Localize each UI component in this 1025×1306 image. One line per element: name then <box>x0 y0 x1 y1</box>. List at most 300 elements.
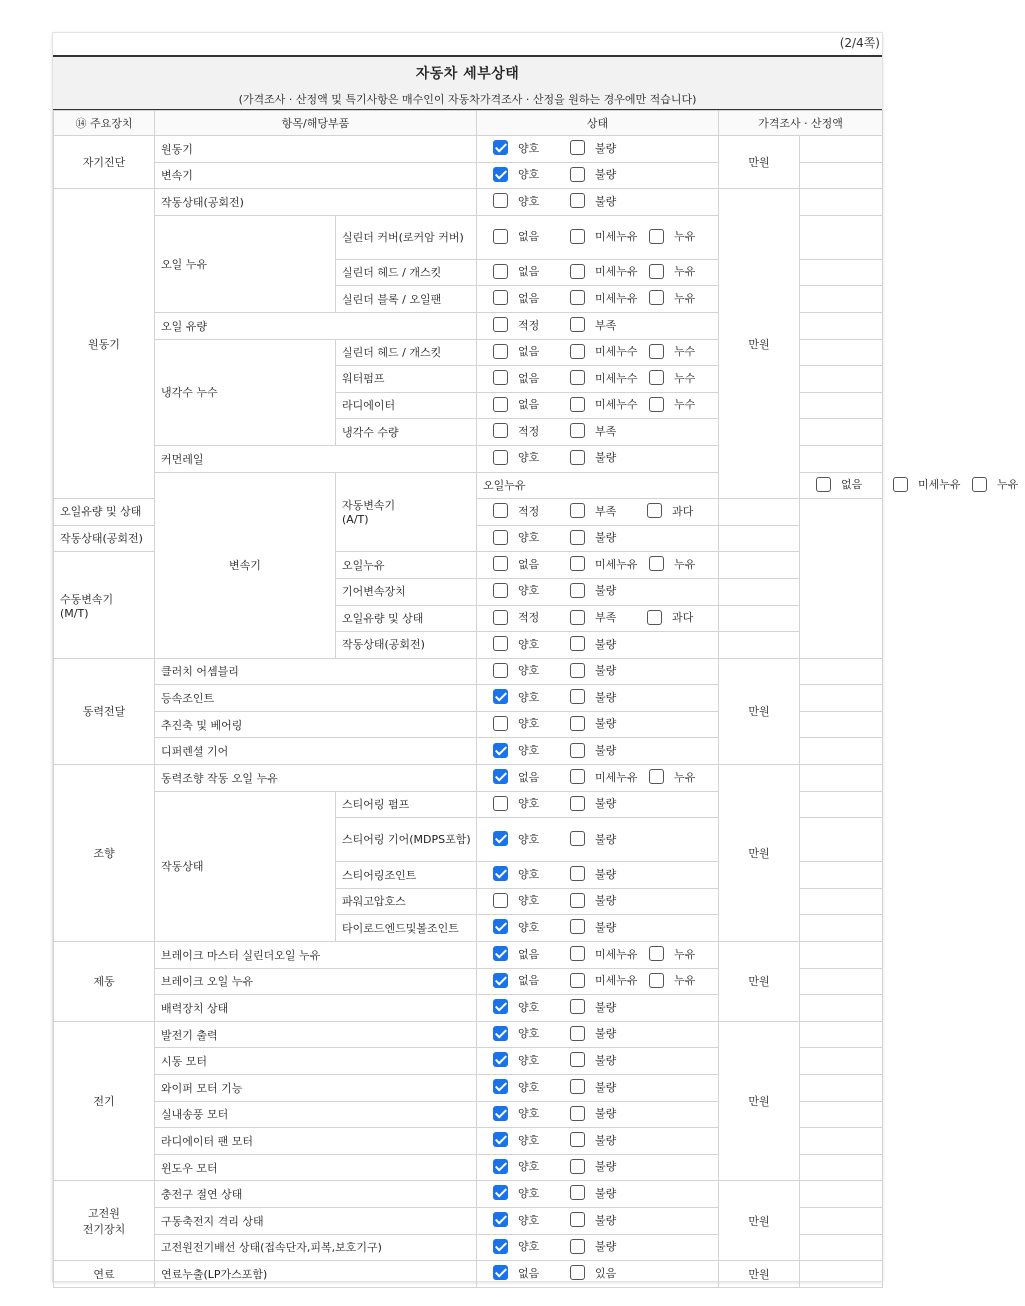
price-input-cell[interactable] <box>800 765 883 792</box>
checkbox[interactable] <box>570 716 585 731</box>
price-input-cell[interactable] <box>800 339 883 366</box>
status-cell <box>477 995 719 1022</box>
checkbox[interactable] <box>570 397 585 412</box>
price-input-cell[interactable] <box>800 942 883 969</box>
price-input-cell[interactable] <box>800 286 883 313</box>
status-option[interactable] <box>570 370 637 386</box>
price-input-cell[interactable] <box>719 525 800 552</box>
checkbox[interactable] <box>493 344 508 359</box>
status-option[interactable] <box>493 831 546 847</box>
checkbox[interactable] <box>493 317 508 332</box>
status-option[interactable] <box>493 396 546 412</box>
sub-item-cell: 작동상태(공회전) <box>336 632 477 659</box>
checkbox[interactable] <box>570 503 585 518</box>
status-option[interactable] <box>649 228 702 244</box>
status-option[interactable] <box>493 892 546 908</box>
status-option[interactable] <box>570 1132 623 1148</box>
status-option[interactable] <box>493 662 546 678</box>
checkbox[interactable] <box>570 344 585 359</box>
price-input-cell[interactable] <box>800 215 883 259</box>
status-option[interactable] <box>570 396 637 412</box>
price-input-cell[interactable] <box>800 1261 883 1288</box>
checkbox[interactable] <box>493 663 508 678</box>
price-input-cell[interactable] <box>800 711 883 738</box>
price-input-cell[interactable] <box>800 995 883 1022</box>
checkbox[interactable] <box>493 973 508 988</box>
status-option[interactable] <box>493 140 546 156</box>
status-option[interactable] <box>493 503 546 519</box>
checkbox[interactable] <box>570 893 585 908</box>
status-option[interactable] <box>493 1212 546 1228</box>
item-cell: 클러치 어셈블리 <box>155 658 477 685</box>
checkbox[interactable] <box>570 1052 585 1067</box>
checkbox[interactable] <box>649 264 664 279</box>
checkbox[interactable] <box>493 893 508 908</box>
checkbox[interactable] <box>570 140 585 155</box>
sub-item-cell: 스티어링 펌프 <box>336 791 477 818</box>
checkbox[interactable] <box>570 1212 585 1227</box>
checkbox[interactable] <box>493 193 508 208</box>
checkbox[interactable] <box>493 556 508 571</box>
checkbox[interactable] <box>570 264 585 279</box>
status-option[interactable] <box>570 263 637 279</box>
status-option[interactable] <box>493 1238 546 1254</box>
checkbox[interactable] <box>570 1265 585 1280</box>
checkbox[interactable] <box>570 423 585 438</box>
status-option[interactable] <box>493 742 546 758</box>
item-cell: 수동변속기 (M/T) <box>54 552 155 658</box>
checkbox[interactable] <box>493 229 508 244</box>
checkbox[interactable] <box>493 946 508 961</box>
checkbox[interactable] <box>649 973 664 988</box>
item-cell: 커먼레일 <box>155 445 477 472</box>
price-input-cell[interactable] <box>800 1128 883 1155</box>
status-cell <box>477 286 719 313</box>
checkbox[interactable] <box>649 229 664 244</box>
price-input-cell[interactable] <box>719 632 800 659</box>
checkbox[interactable] <box>493 1159 508 1174</box>
checkbox[interactable] <box>570 530 585 545</box>
status-option-label: 누유 <box>674 230 696 244</box>
status-option[interactable] <box>570 193 623 209</box>
status-option[interactable] <box>493 166 546 182</box>
checkbox[interactable] <box>493 450 508 465</box>
status-option[interactable] <box>493 1025 546 1041</box>
status-option[interactable] <box>570 1079 623 1095</box>
price-unit-cell: 만원 <box>719 1181 800 1261</box>
status-option-label: 누유 <box>674 974 696 988</box>
status-cell <box>477 632 719 659</box>
status-option[interactable] <box>570 972 637 988</box>
status-option[interactable] <box>493 370 546 386</box>
price-input-cell[interactable] <box>800 888 883 915</box>
status-cell <box>477 1261 719 1288</box>
status-option-label: 미세누유 <box>595 230 638 244</box>
status-option[interactable] <box>570 556 637 572</box>
checkbox[interactable] <box>493 689 508 704</box>
checkbox[interactable] <box>647 503 662 518</box>
price-input-cell[interactable] <box>719 578 800 605</box>
price-input-cell[interactable] <box>800 791 883 818</box>
price-input-cell[interactable] <box>800 685 883 712</box>
status-option[interactable] <box>493 529 546 545</box>
status-option[interactable] <box>570 529 623 545</box>
checkbox[interactable] <box>493 423 508 438</box>
status-cell <box>477 1128 719 1155</box>
price-input-cell[interactable] <box>800 445 883 472</box>
checkbox[interactable] <box>649 556 664 571</box>
status-option[interactable] <box>493 582 546 598</box>
status-option[interactable] <box>570 1212 623 1228</box>
status-option[interactable] <box>816 476 869 492</box>
checkbox[interactable] <box>570 290 585 305</box>
price-input-cell[interactable] <box>800 968 883 995</box>
checkbox[interactable] <box>649 397 664 412</box>
status-option-label: 없음 <box>518 265 540 279</box>
status-option[interactable] <box>570 1158 623 1174</box>
status-option[interactable] <box>570 1265 623 1281</box>
price-input-cell[interactable] <box>800 1101 883 1128</box>
status-option[interactable] <box>570 140 623 156</box>
status-option[interactable] <box>570 831 623 847</box>
status-option[interactable] <box>493 317 546 333</box>
status-option-label: 양호 <box>518 1160 540 1174</box>
status-option[interactable] <box>570 919 623 935</box>
price-input-cell[interactable] <box>800 658 883 685</box>
status-option-label: 없음 <box>518 398 540 412</box>
checkbox[interactable] <box>570 919 585 934</box>
price-input-cell[interactable] <box>800 1234 883 1261</box>
checkbox[interactable] <box>570 193 585 208</box>
status-option[interactable] <box>493 636 546 652</box>
checkbox[interactable] <box>570 1132 585 1147</box>
checkbox[interactable] <box>647 610 662 625</box>
checkbox[interactable] <box>570 769 585 784</box>
status-option-label: 과다 <box>672 504 694 518</box>
checkbox[interactable] <box>493 1265 508 1280</box>
status-option[interactable] <box>493 1105 546 1121</box>
status-option-label: 미세누수 <box>595 345 638 359</box>
checkbox[interactable] <box>493 743 508 758</box>
sub-item-cell: 실린더 블록 / 오일팬 <box>336 286 477 313</box>
status-option[interactable] <box>493 290 546 306</box>
status-option[interactable] <box>570 1185 623 1201</box>
status-option[interactable] <box>570 795 623 811</box>
checkbox[interactable] <box>570 317 585 332</box>
checkbox[interactable] <box>570 556 585 571</box>
checkbox[interactable] <box>493 1185 508 1200</box>
checkbox[interactable] <box>493 264 508 279</box>
checkbox[interactable] <box>570 370 585 385</box>
status-option-label: 양호 <box>518 1027 540 1041</box>
status-option[interactable] <box>893 476 960 492</box>
price-input-cell[interactable] <box>800 419 883 446</box>
status-option-label: 누유 <box>674 557 696 571</box>
checkbox[interactable] <box>972 477 987 492</box>
checkbox[interactable] <box>493 831 508 846</box>
status-option-label: 미세누유 <box>595 291 638 305</box>
checkbox[interactable] <box>493 140 508 155</box>
checkbox[interactable] <box>570 167 585 182</box>
checkbox[interactable] <box>493 1239 508 1254</box>
status-option[interactable] <box>493 919 546 935</box>
status-option-label: 불량 <box>595 894 617 908</box>
checkbox[interactable] <box>649 946 664 961</box>
status-option[interactable] <box>649 972 702 988</box>
status-option[interactable] <box>493 556 546 572</box>
price-input-cell[interactable] <box>719 499 800 526</box>
status-option[interactable] <box>493 228 546 244</box>
status-option-label: 양호 <box>518 744 540 758</box>
price-input-cell[interactable] <box>800 162 883 189</box>
status-option[interactable] <box>570 166 623 182</box>
checkbox[interactable] <box>493 1106 508 1121</box>
status-option[interactable] <box>570 892 623 908</box>
price-unit-cell: 만원 <box>719 765 800 942</box>
checkbox[interactable] <box>649 290 664 305</box>
checkbox[interactable] <box>570 1239 585 1254</box>
status-option[interactable] <box>570 1105 623 1121</box>
checkbox[interactable] <box>493 583 508 598</box>
status-option[interactable] <box>493 193 546 209</box>
checkbox[interactable] <box>570 796 585 811</box>
status-option[interactable] <box>649 396 702 412</box>
sub-item-cell: 오일유량 및 상태 <box>336 605 477 632</box>
category-cell: 변속기 <box>155 472 336 658</box>
price-input-cell[interactable] <box>800 392 883 419</box>
status-cell <box>477 1101 719 1128</box>
status-option-label: 누수 <box>674 398 696 412</box>
status-option[interactable] <box>647 503 700 519</box>
status-cell <box>477 915 719 942</box>
checkbox[interactable] <box>570 1026 585 1041</box>
checkbox[interactable] <box>493 503 508 518</box>
status-cell <box>477 605 719 632</box>
status-option[interactable] <box>570 609 623 625</box>
status-option-label: 불량 <box>595 168 617 182</box>
price-input-cell[interactable] <box>719 552 800 579</box>
checkbox[interactable] <box>493 290 508 305</box>
checkbox[interactable] <box>493 1026 508 1041</box>
price-input-cell[interactable] <box>800 1075 883 1102</box>
checkbox[interactable] <box>570 946 585 961</box>
checkbox[interactable] <box>493 1052 508 1067</box>
status-option[interactable] <box>570 715 623 731</box>
status-option[interactable] <box>570 742 623 758</box>
status-option[interactable] <box>493 999 546 1015</box>
status-option[interactable] <box>649 263 702 279</box>
checkbox[interactable] <box>570 610 585 625</box>
status-cell <box>800 472 1019 499</box>
status-option[interactable] <box>570 866 623 882</box>
status-option[interactable] <box>493 1052 546 1068</box>
status-option-label: 양호 <box>518 141 540 155</box>
price-input-cell[interactable] <box>800 366 883 393</box>
status-option[interactable] <box>570 582 623 598</box>
price-input-cell[interactable] <box>800 862 883 889</box>
status-option-label: 불량 <box>595 1000 617 1014</box>
checkbox[interactable] <box>649 370 664 385</box>
checkbox[interactable] <box>570 689 585 704</box>
checkbox[interactable] <box>649 344 664 359</box>
price-input-cell[interactable] <box>800 1154 883 1181</box>
status-option-label: 부족 <box>595 318 617 332</box>
price-input-cell[interactable] <box>800 259 883 286</box>
sub-item-cell: 작동상태(공회전) <box>54 525 155 552</box>
status-option[interactable] <box>493 343 546 359</box>
status-option[interactable] <box>493 1132 546 1148</box>
price-input-cell[interactable] <box>800 312 883 339</box>
checkbox[interactable] <box>493 167 508 182</box>
checkbox[interactable] <box>570 663 585 678</box>
checkbox[interactable] <box>570 743 585 758</box>
status-option[interactable] <box>570 503 623 519</box>
status-option-label: 불량 <box>595 1053 617 1067</box>
status-option[interactable] <box>649 769 702 785</box>
checkbox[interactable] <box>570 450 585 465</box>
status-option[interactable] <box>649 290 702 306</box>
item-cell: 등속조인트 <box>155 685 477 712</box>
status-option[interactable] <box>649 556 702 572</box>
price-input-cell[interactable] <box>800 1181 883 1208</box>
price-input-cell[interactable] <box>800 1207 883 1234</box>
status-option-label: 불량 <box>595 797 617 811</box>
category-cell: 제동 <box>54 942 155 1022</box>
status-option-label: 부족 <box>595 504 617 518</box>
checkbox[interactable] <box>570 1185 585 1200</box>
status-option[interactable] <box>570 1238 623 1254</box>
status-option-label: 미세누유 <box>595 770 638 784</box>
status-cell <box>477 968 719 995</box>
status-option-label: 불량 <box>595 637 617 651</box>
status-option[interactable] <box>647 609 700 625</box>
price-input-cell[interactable] <box>800 189 883 216</box>
checkbox[interactable] <box>493 397 508 412</box>
status-option[interactable] <box>649 343 702 359</box>
checkbox[interactable] <box>493 636 508 651</box>
checkbox[interactable] <box>570 999 585 1014</box>
checkbox[interactable] <box>570 636 585 651</box>
status-option-label: 없음 <box>518 770 540 784</box>
checkbox[interactable] <box>570 583 585 598</box>
price-input-cell[interactable] <box>800 915 883 942</box>
status-option-label: 적정 <box>518 504 540 518</box>
checkbox[interactable] <box>493 796 508 811</box>
checkbox[interactable] <box>493 919 508 934</box>
status-option[interactable] <box>570 1052 623 1068</box>
status-option[interactable] <box>570 636 623 652</box>
status-cell <box>477 738 719 765</box>
section-header <box>53 55 882 111</box>
status-option[interactable] <box>493 769 546 785</box>
status-option[interactable] <box>493 609 546 625</box>
checkbox[interactable] <box>570 229 585 244</box>
status-option[interactable] <box>493 449 546 465</box>
price-input-cell[interactable] <box>719 605 800 632</box>
status-option-label: 양호 <box>518 867 540 881</box>
status-option-label: 불량 <box>595 1160 617 1174</box>
checkbox[interactable] <box>893 477 908 492</box>
checkbox[interactable] <box>493 530 508 545</box>
status-option[interactable] <box>570 343 637 359</box>
checkbox[interactable] <box>493 999 508 1014</box>
checkbox[interactable] <box>570 866 585 881</box>
checkbox[interactable] <box>493 610 508 625</box>
checkbox[interactable] <box>570 1106 585 1121</box>
status-option[interactable] <box>493 689 546 705</box>
checkbox[interactable] <box>570 973 585 988</box>
status-option[interactable] <box>570 769 637 785</box>
status-option[interactable] <box>493 1265 546 1281</box>
table-row <box>54 765 883 792</box>
checkbox[interactable] <box>493 716 508 731</box>
price-input-cell[interactable] <box>800 1021 883 1048</box>
status-option[interactable] <box>570 290 637 306</box>
status-option-label: 양호 <box>518 194 540 208</box>
status-option[interactable] <box>972 476 1025 492</box>
status-option-label: 미세누유 <box>595 974 638 988</box>
status-cell <box>477 1181 719 1208</box>
sub-item-cell: 라디에이터 <box>336 392 477 419</box>
checkbox[interactable] <box>493 769 508 784</box>
checkbox[interactable] <box>493 1132 508 1147</box>
item-cell: 배력장치 상태 <box>155 995 477 1022</box>
checkbox[interactable] <box>493 1212 508 1227</box>
checkbox[interactable] <box>570 831 585 846</box>
status-option-label: 양호 <box>518 531 540 545</box>
status-option[interactable] <box>493 1079 546 1095</box>
checkbox[interactable] <box>649 769 664 784</box>
status-option[interactable] <box>649 370 702 386</box>
status-option[interactable] <box>493 866 546 882</box>
checkbox[interactable] <box>493 1079 508 1094</box>
status-option[interactable] <box>570 689 623 705</box>
price-input-cell[interactable] <box>800 818 883 862</box>
status-option[interactable] <box>493 946 546 962</box>
status-cell <box>477 552 719 579</box>
status-option[interactable] <box>493 715 546 731</box>
status-option[interactable] <box>570 449 623 465</box>
status-option[interactable] <box>493 795 546 811</box>
status-option[interactable] <box>570 946 637 962</box>
table-row <box>54 942 883 969</box>
status-option[interactable] <box>570 317 623 333</box>
status-option[interactable] <box>493 1185 546 1201</box>
status-option-label: 미세누수 <box>595 398 638 412</box>
status-option[interactable] <box>570 228 637 244</box>
checkbox[interactable] <box>570 1159 585 1174</box>
checkbox[interactable] <box>493 866 508 881</box>
checkbox[interactable] <box>493 370 508 385</box>
status-option[interactable] <box>649 946 702 962</box>
status-option[interactable] <box>570 662 623 678</box>
price-input-cell[interactable] <box>800 1048 883 1075</box>
status-option[interactable] <box>570 1025 623 1041</box>
checkbox[interactable] <box>816 477 831 492</box>
status-option[interactable] <box>493 423 546 439</box>
price-input-cell[interactable] <box>800 738 883 765</box>
status-option[interactable] <box>570 423 623 439</box>
item-cell: 와이퍼 모터 기능 <box>155 1075 477 1102</box>
price-unit-cell: 만원 <box>719 189 800 499</box>
status-option[interactable] <box>493 972 546 988</box>
status-option[interactable] <box>493 263 546 279</box>
checkbox[interactable] <box>570 1079 585 1094</box>
status-option[interactable] <box>493 1158 546 1174</box>
status-option-label: 양호 <box>518 451 540 465</box>
price-input-cell[interactable] <box>800 136 883 163</box>
status-option[interactable] <box>570 999 623 1015</box>
